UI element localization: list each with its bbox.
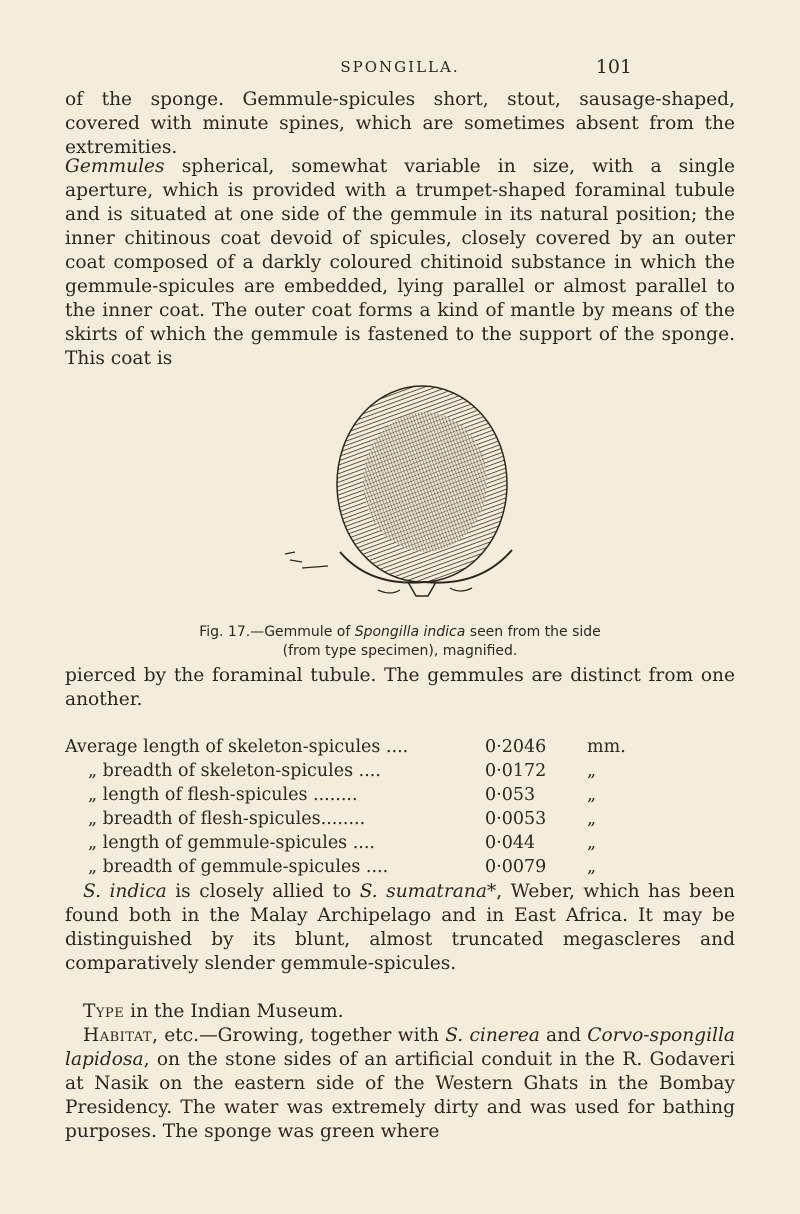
measurement-label: „ breadth of skeleton-spicules .... <box>88 761 381 781</box>
measurement-unit: „ <box>587 857 597 877</box>
measurement-row <box>65 831 745 855</box>
running-title: SPONGILLA. <box>340 58 460 76</box>
measurement-value: 0·0079 <box>485 857 547 877</box>
measurement-row <box>65 807 745 831</box>
tubule-mark-bottom <box>378 588 472 593</box>
paragraph-type: Type in the Indian Museum. <box>83 1001 344 1022</box>
foraminal-tubule <box>408 582 436 596</box>
measurement-unit: „ <box>587 785 597 805</box>
measurement-unit: „ <box>587 809 597 829</box>
paragraph-gemmule-spicules: of the sponge. Gemmule-spicules short, stout, sausage-shaped, covered with minute spines, which are sometimes absent from the extremities. <box>65 89 735 158</box>
measurement-label: „ breadth of flesh-spicules........ <box>88 809 366 829</box>
measurement-row <box>65 735 745 759</box>
page-number: 101 <box>595 56 632 78</box>
measurement-value: 0·2046 <box>485 737 547 757</box>
paragraph-gemmules <box>65 155 735 371</box>
measurement-value: 0·0172 <box>485 761 547 781</box>
tubule-mark-left <box>285 552 328 568</box>
caption-species: Spongilla indica <box>354 624 466 640</box>
caption-line-2: (from type specimen), magnified. <box>282 643 518 659</box>
page-header <box>0 56 800 80</box>
measurement-row <box>65 783 745 807</box>
habitat-heading: Habitat <box>83 1025 153 1046</box>
measurement-row <box>65 855 745 879</box>
measurement-row <box>65 759 745 783</box>
measurement-unit: „ <box>587 833 597 853</box>
gemmules-text: spherical, somewhat variable in size, with a single aperture, which is provided with a trumpet-shaped foraminal tubule and is situated at one side of the gemmule in its natural position; the inner chitinous coat devoid of spicules, closely covered by an outer coat composed of a darkly coloured chitinoid substance in which the gemmule-spicules are embedded, lying parallel or almost parallel to the inner coat. The outer coat forms a kind of mantle by means of the skirts of which the gemmule is fastened to the support of the sponge. This coat is <box>65 156 735 369</box>
gemmules-heading: Gemmules <box>65 156 165 177</box>
gemmule-inner-shading <box>363 412 487 552</box>
gemmule-illustration <box>250 382 580 608</box>
paragraph-foraminal: pierced by the foraminal tubule. The gemmules are distinct from one another. <box>65 665 735 710</box>
measurement-value: 0·044 <box>485 833 536 853</box>
measurement-value: 0·0053 <box>485 809 547 829</box>
type-heading: Type <box>83 1001 125 1022</box>
measurement-label: „ length of flesh-spicules ........ <box>88 785 358 805</box>
caption-line-1: Fig. 17.—Gemmule of Spongilla indica seen from the side <box>199 624 601 640</box>
measurement-label: „ length of gemmule-spicules .... <box>88 833 375 853</box>
measurement-table <box>65 735 745 879</box>
measurement-label: „ breadth of gemmule-spicules .... <box>88 857 389 877</box>
measurement-value: 0·053 <box>485 785 536 805</box>
figure-caption <box>65 623 735 661</box>
measurement-unit: „ <box>587 761 597 781</box>
paragraph-habitat: Habitat, etc.—Growing, together with S. cinerea and Corvo-spongilla lapidosa, on the stone sides of an artificial conduit in the R. Godaveri at Nasik on the eastern side of the Western Ghats in the Bombay Presidency. The water was extremely dirty and was used for bathing purposes. The sponge was green where <box>65 1025 735 1142</box>
paragraph-comparison: S. indica is closely allied to S. sumatrana*, Weber, which has been found both in the Malay Archipelago and in East Africa. It may be distinguished by its blunt, almost truncated megascleres and comparatively slender gemmule-spicules. <box>65 881 736 974</box>
measurement-label: Average length of skeleton-spicules .... <box>65 737 409 757</box>
measurement-unit: mm. <box>587 737 626 757</box>
